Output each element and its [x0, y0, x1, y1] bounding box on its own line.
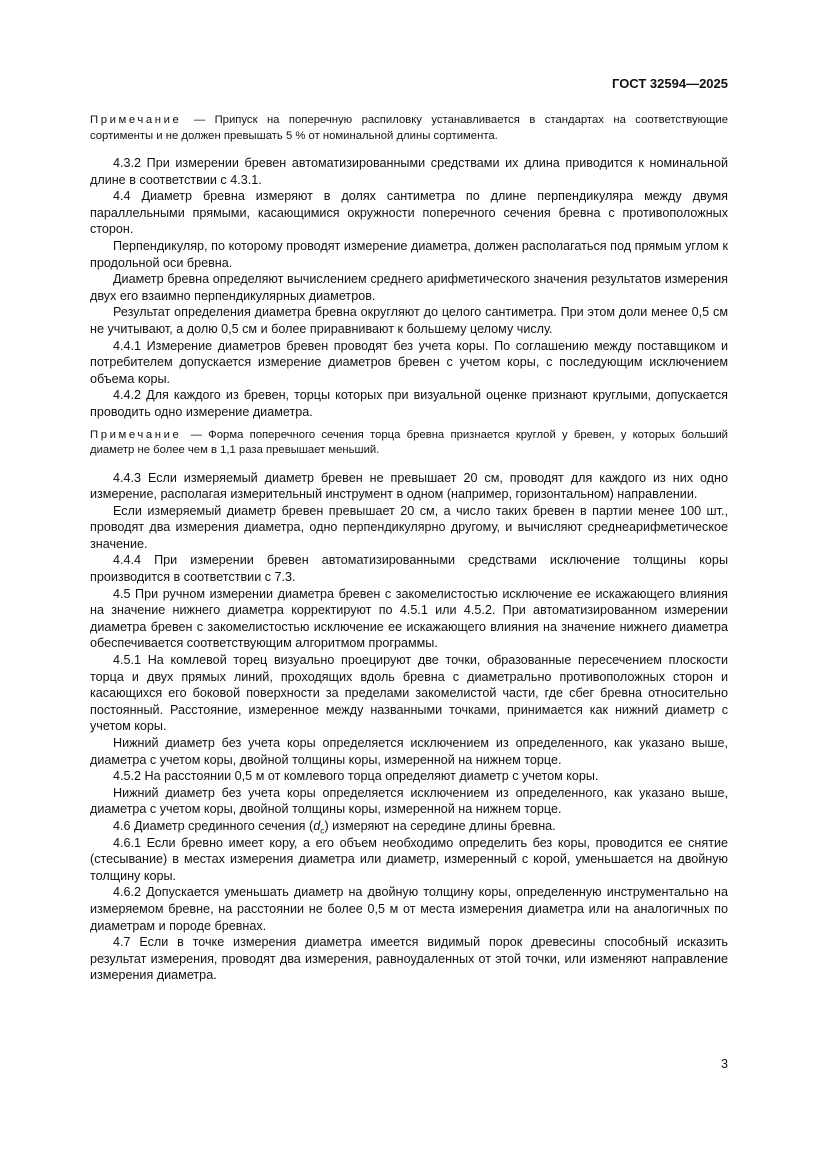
document-body	[90, 113, 728, 984]
paragraph-lower-diameter-1: Нижний диаметр без учета коры определяется исключением из определенного, как указано выше, диаметра с учетом коры, двойной толщины коры, измеренной на нижнем торце.	[90, 736, 728, 767]
note-label: Примечание	[90, 428, 182, 441]
note-2	[90, 428, 728, 459]
variable-d: d	[313, 818, 321, 833]
paragraph-4-5: 4.5 При ручном измерении диаметра бревен с закомелистостью исключение ее искажающего влияния на значение нижнего диаметра корректируют по 4.5.1 или 4.5.2. При автоматизированном измерении диаметра бревен с закомелистостью исключение ее искажающего влияния на значение нижнего диаметра обеспечивается соответствующим алгоритмом программы.	[90, 586, 728, 651]
note-1	[90, 113, 728, 144]
paragraph-rounding: Результат определения диаметра бревна округляют до целого сантиметра. При этом доли менее 0,5 см не учитывают, а долю 0,5 см и более приравнивают к большему целому числу.	[90, 305, 728, 336]
paragraph-4-4: 4.4 Диаметр бревна измеряют в долях сантиметра по длине перпендикуляра между двумя параллельными прямыми, касающимися окружности поперечного сечения бревна с противоположных сторон.	[90, 189, 728, 237]
paragraph-4-6-2: 4.6.2 Допускается уменьшать диаметр на двойную толщину коры, определенную инструментально на измеряемом бревне, на расстоянии не более 0,5 м от места измерения диаметра или на аналогичных по диаметрам и породе бревнах.	[90, 885, 728, 933]
paragraph-4-4-1: 4.4.1 Измерение диаметров бревен проводят без учета коры. По соглашению между поставщиком и потребителем допускается измерение диаметров бревен с учетом коры, с последующим исключением объема коры.	[90, 338, 728, 386]
text-span: 4.6 Диаметр срединного сечения (	[113, 818, 314, 833]
page-number: 3	[720, 1057, 728, 1071]
paragraph-lower-diameter-2: Нижний диаметр без учета коры определяется исключением из определенного, как указано выше, диаметра с учетом коры, двойной толщины коры, измеренной на нижнем торце.	[90, 785, 728, 817]
paragraph-4-4-4: 4.4.4 При измерении бревен автоматизированными средствами исключение толщины коры производится в соответствии с 7.3.	[90, 553, 728, 585]
paragraph-4-6	[90, 818, 728, 835]
paragraph-4-6-1: 4.6.1 Если бревно имеет кору, а его объем необходимо определить без коры, проводится ее снятие (стесывание) в местах измерения диаметра или диаметр, измеренный с корой, уменьшается на двойную толщину коры.	[90, 835, 728, 883]
paragraph-4-7: 4.7 Если в точке измерения диаметра имеется видимый порок древесины способный исказить результат измерения, проводят два измерения, равноудаленных от этой точки, или изменяют направление измерения диаметра.	[90, 935, 728, 983]
paragraph-diameter-average: Диаметр бревна определяют вычислением среднего арифметического значения результатов измерения двух его взаимно перпендикулярных диаметров.	[90, 272, 728, 303]
paragraph-4-3-2: 4.3.2 При измерении бревен автоматизированными средствами их длина приводится к номинальной длине в соответствии с 4.3.1.	[90, 156, 728, 187]
subscript-c: c	[320, 825, 325, 836]
text-span: ) измеряют на середине длины бревна.	[324, 818, 556, 833]
note-label: Примечание	[90, 114, 182, 126]
note-text: — Форма поперечного сечения торца бревна признается круглой у бревен, у которых больший диаметр не более чем в 1,1 раза превышает меньший.	[90, 428, 728, 456]
paragraph-4-5-1: 4.5.1 На комлевой торец визуально проецируют две точки, образованные пересечением плоскости торца и двух прямых линий, проходящих вдоль бревна с диаметрально противоположных сторон и касающихся его боковой поверхности за пределами закомелистой части, где сбег бревна относительно постоянный. Расстояние, измеренное между названными точками, принимается как нижний диаметр с учетом коры.	[90, 653, 728, 734]
paragraph-4-5-2: 4.5.2 На расстоянии 0,5 м от комлевого торца определяют диаметр с учетом коры.	[113, 769, 599, 784]
paragraph-perpendicular: Перпендикуляр, по которому проводят измерение диаметра, должен располагаться под прямым углом к продольной оси бревна.	[90, 238, 728, 270]
paragraph-4-4-2: 4.4.2 Для каждого из бревен, торцы которых при визуальной оценке признают круглыми, допускается проводить одно измерение диаметра.	[90, 388, 728, 419]
paragraph-over-20cm: Если измеряемый диаметр бревен превышает 20 см, а число таких бревен в партии менее 100 шт., проводят два измерения диаметра, одно перпендикулярно другому, и вычисляют среднеарифметическое значение.	[90, 503, 728, 551]
paragraph-4-4-3: 4.4.3 Если измеряемый диаметр бревен не превышает 20 см, проводят для каждого из них одно измерение, располагая измерительный инструмент в одном (например, горизонтальном) направлении.	[90, 470, 728, 502]
standard-designation: ГОСТ 32594—2025	[612, 76, 728, 91]
note-text: — Припуск на поперечную распиловку устанавливается в стандартах на соответствующие сортименты и не должен превышать 5 % от номинальной длины сортимента.	[90, 114, 728, 142]
